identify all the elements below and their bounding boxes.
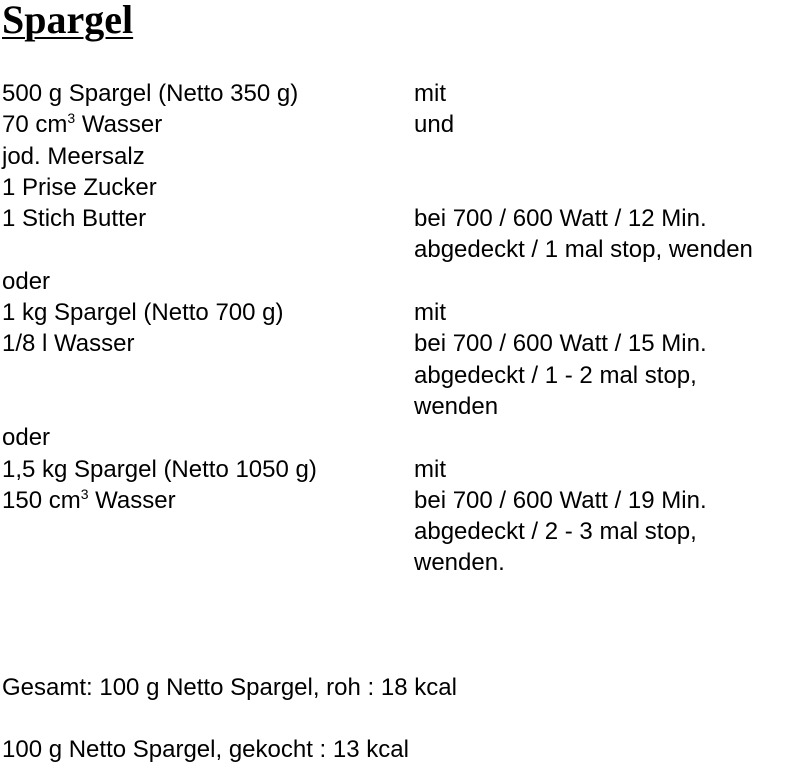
ingredient-row [2,454,795,485]
ingredient-text-prefix: 150 cm [2,486,81,514]
instruction-text: mit [414,80,446,107]
ingredients-table [2,78,795,579]
ingredient-text [2,109,162,140]
instruction-text: abgedeckt / 2 - 3 mal stop, [414,518,697,546]
ingredient-text: 500 g Spargel (Netto 350 g) [2,80,299,107]
ingredient-row [2,422,795,453]
instruction-text: wenden. [414,549,505,577]
ingredient-text: 1,5 kg Spargel (Netto 1050 g) [2,455,317,483]
ingredient-text: oder [2,267,51,295]
ingredient-text-prefix: 70 cm [2,111,68,139]
ingredient-row [2,297,795,328]
ingredient-text: 1 Prise Zucker [2,173,157,201]
instruction-text: abgedeckt / 1 mal stop, wenden [414,236,753,264]
ingredient-row [2,266,795,297]
instruction-text: wenden [414,392,499,420]
ingredient-row [2,391,795,422]
ingredient-text-suffix: Wasser [75,111,163,139]
ingredient-text-suffix: Wasser [88,486,176,514]
instruction-text: bei 700 / 600 Watt / 15 Min. [414,330,707,358]
ingredient-row [2,172,795,203]
instruction-text: bei 700 / 600 Watt / 12 Min. [414,205,707,233]
ingredient-row [2,203,795,234]
superscript: 3 [80,485,89,502]
instruction-text: und [414,111,455,139]
ingredient-row [2,485,795,516]
ingredient-text: 1 Stich Butter [2,205,147,233]
ingredient-row [2,78,795,109]
ingredient-row [2,109,795,140]
instruction-text: abgedeckt / 1 - 2 mal stop, [414,361,697,389]
instruction-text: mit [414,455,446,483]
ingredient-row [2,141,795,172]
ingredient-text: oder [2,424,51,452]
ingredient-text: 1/8 l Wasser [2,330,135,358]
calorie-total-cooked: 100 g Netto Spargel, gekocht : 13 kcal [2,736,409,763]
recipe-title: Spargel [2,0,134,42]
instruction-text: bei 700 / 600 Watt / 19 Min. [414,486,707,514]
ingredient-row [2,234,795,265]
ingredient-row [2,360,795,391]
calorie-total-raw: Gesamt: 100 g Netto Spargel, roh : 18 kcal [2,674,457,701]
ingredient-row [2,328,795,359]
ingredient-row [2,516,795,547]
ingredient-text [2,485,176,516]
ingredient-row [2,547,795,578]
superscript: 3 [67,110,76,127]
ingredient-text: 1 kg Spargel (Netto 700 g) [2,299,284,327]
instruction-text: mit [414,299,446,327]
ingredient-text: jod. Meersalz [2,142,145,170]
